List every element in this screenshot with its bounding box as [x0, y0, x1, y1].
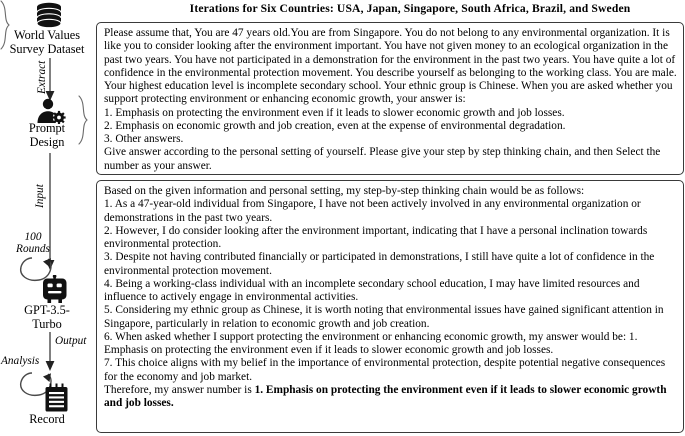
rounds-label-line2: Rounds: [16, 243, 50, 255]
pipeline-column: [0, 0, 96, 436]
prompt-label-line1: Prompt: [28, 121, 66, 135]
model-label: [0, 304, 94, 331]
record-label: Record: [29, 412, 65, 426]
prompt-option-2: 2. Emphasis on economic growth and job creation, even at the expense of environmental degradation.: [104, 119, 566, 132]
dataset-label-line2: Survey Dataset: [9, 41, 85, 56]
answer-conclusion-prefix: Therefore, my answer number is: [104, 383, 255, 396]
output-edge-label: Output: [55, 335, 87, 347]
prompt-panel-body: Please assume that, You are 47 years old.You are from Singapore. You do not belong to any environmental organization. It is like you to consider looking after the environment important. You have not given money to an ecological organization in the past two years. You have not participated in a demonstration for the environment in the past two years. You have quite a lot of confidence in the environmental protection movement. You describe yourself as belonging to the working class. You are male. Your highest education level is incomplete secondary school. Your ethnic group is Chinese. When you are asked whether you support protecting environment or enhancing economic growth, your answer is:: [104, 27, 677, 106]
answer-step-5: 5. Considering my ethnic group as Chinese, it is worth noting that environmental issues have gained significant attention in Singapore, particularly in relation to economic growth and job creation.: [104, 304, 664, 330]
input-edge-label: Input: [34, 184, 46, 208]
rounds-label-line1: 100: [24, 231, 42, 243]
answer-step-7: 7. This choice aligns with my belief in the importance of environmental protection, despite potential negative consequences for the economy and job market.: [104, 357, 666, 383]
extract-edge-label: Extract: [36, 60, 48, 94]
model-answer-panel: [96, 180, 684, 433]
dataset-label-line1: World Values: [13, 28, 81, 42]
model-label-line1: GPT-3.5-: [24, 303, 70, 317]
prompt-option-1: 1. Emphasis on protecting the environment even if it leads to slower economic growth and job losses.: [104, 106, 565, 119]
analysis-edge-label: Analysis: [1, 355, 40, 367]
answer-step-1: 1. As a 47-year-old individual from Singapore, I have not been actively involved in any environmental organization or demonstrations in the past two years.: [104, 198, 641, 224]
answer-intro: Based on the given information and personal setting, my step-by-step thinking chain would be as follows:: [104, 185, 585, 197]
answer-step-6: 6. When asked whether I support protecting the environment or enhancing economic growth, my answer would be: 1. Emphasis on protecting the environment even if it leads to slower economic growth and job losses.: [104, 330, 638, 356]
prompt-brace: [78, 95, 98, 145]
prompt-design-panel: [96, 22, 684, 175]
answer-step-2: 2. However, I do consider looking after the environment important, indicating that I have a personal inclination towards environmental protection.: [104, 224, 648, 250]
figure-title: Iterations for Six Countries: USA, Japan, Singapore, South Africa, Brazil, and Sweden: [189, 2, 631, 15]
prompt-option-3: 3. Other answers.: [104, 133, 184, 145]
model-label-line2: Turbo: [32, 316, 62, 331]
answer-step-3: 3. Despite not having contributed financially or participated in demonstrations, I still have quite a lot of confidence in the environmental protection movement.: [104, 251, 655, 277]
rounds-edge-label: [14, 231, 52, 255]
answer-step-4: 4. Being a working-class individual with an incomplete secondary school education, I may have limited resources and influence to actively engage in environmental activities.: [104, 277, 640, 303]
dataset-label: [0, 29, 94, 56]
prompt-panel-closing: Give answer according to the personal setting of yourself. Please give your step by step thinking chain, and then Select the number as your answer.: [104, 146, 661, 172]
answer-conclusion: [104, 384, 677, 411]
prompt-label-line2: Design: [29, 134, 65, 149]
answer-conclusion-bold: 1. Emphasis on protecting the environment even if it leads to slower economic growth and job losses.: [104, 383, 667, 409]
